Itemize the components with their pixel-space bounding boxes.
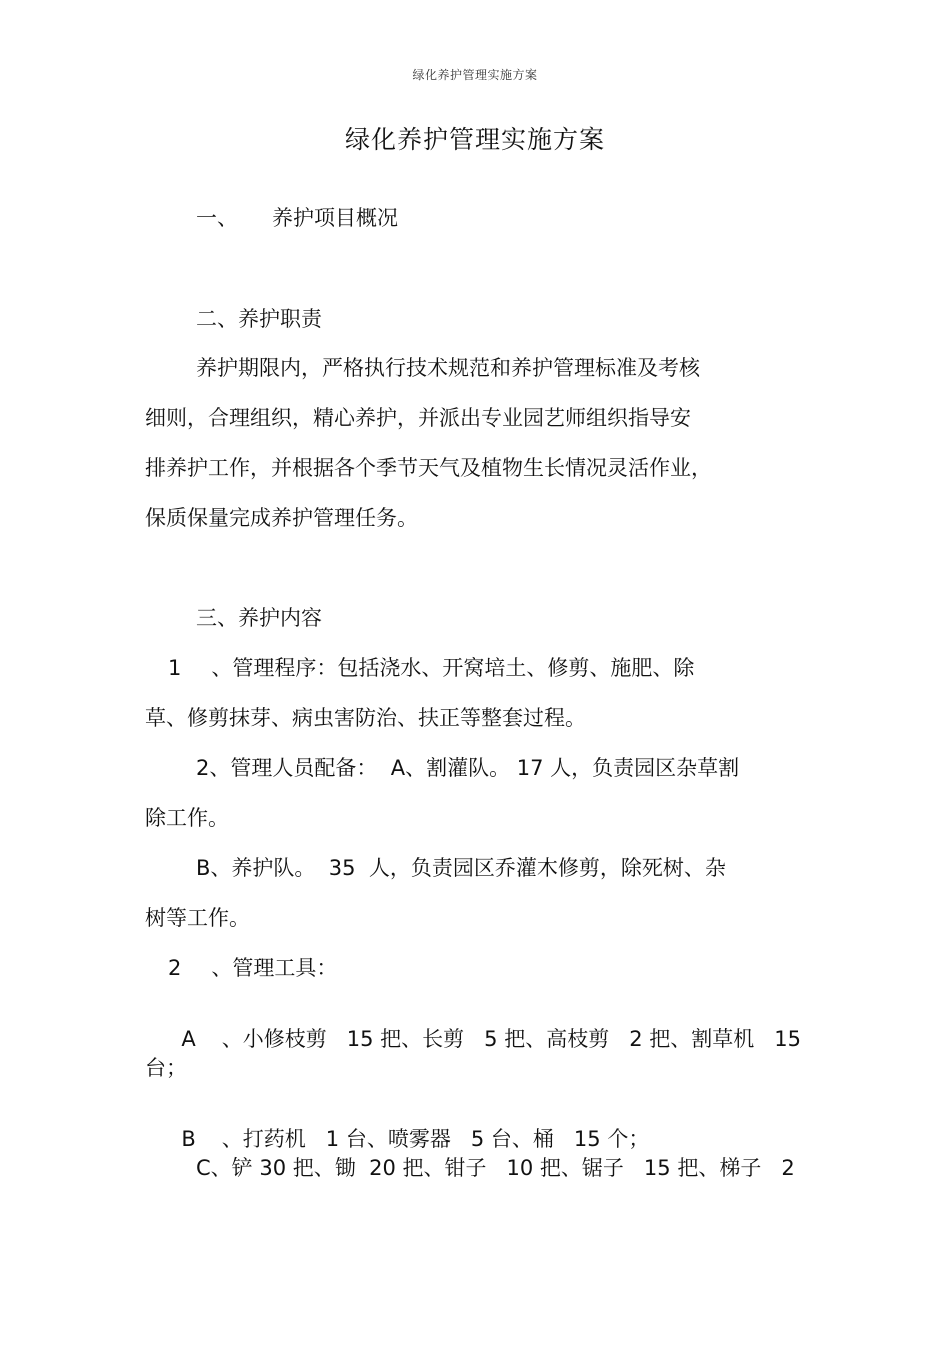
tools-a-line1 (168, 1008, 801, 1050)
running-header: 绿化养护管理实施方案 (412, 68, 538, 82)
section2-heading: 二、养护职责 (196, 307, 322, 331)
tools-a-line2: 台； (145, 1056, 187, 1080)
tools-b-text: 、打药机 1 台、喷雾器 5 台、桶 15 个； (221, 1127, 650, 1151)
section2-para-line: 养护期限内，严格执行技术规范和养护管理标准及考核 (196, 356, 700, 380)
tools-c-line: C、铲 30 把、锄 20 把、钳子 10 把、锯子 15 把、梯子 2 (196, 1156, 795, 1180)
item1-line1 (168, 658, 694, 679)
tools-a-text: 、小修枝剪 15 把、长剪 5 把、高枝剪 2 把、割草机 15 (221, 1027, 802, 1051)
item1-line2: 草、修剪抹芽、病虫害防治、扶正等整套过程。 (145, 706, 586, 730)
section2-para-line: 细则，合理组织，精心养护，并派出专业园艺师组织指导安 (145, 406, 691, 430)
item2-line1: 2、管理人员配备： A、割灌队。 17 人，负责园区杂草割 (196, 756, 740, 780)
item3-line (168, 958, 337, 979)
item2-line4: 树等工作。 (145, 906, 250, 930)
tools-b-letter: B (181, 1127, 196, 1151)
section1-heading (196, 208, 398, 229)
item1-text: 、管理程序：包括浇水、开窝培土、修剪、施肥、除 (211, 656, 695, 680)
item3-label: 、管理工具： (211, 956, 338, 980)
item2-line3: B、养护队。 35 人，负责园区乔灌木修剪，除死树、杂 (196, 856, 726, 880)
section2-para-line: 保质保量完成养护管理任务。 (145, 506, 418, 530)
tools-b-line (168, 1108, 649, 1150)
document-title: 绿化养护管理实施方案 (344, 125, 605, 154)
item1-number: 1 (168, 656, 182, 680)
section3-heading: 三、养护内容 (196, 606, 322, 630)
tools-a-letter: A (181, 1027, 196, 1051)
section1-number: 一、 (196, 206, 238, 230)
section1-title: 养护项目概况 (272, 206, 398, 230)
item2-line2: 除工作。 (145, 806, 229, 830)
item3-number: 2 (168, 956, 182, 980)
section2-para-line: 排养护工作，并根据各个季节天气及植物生长情况灵活作业， (145, 456, 712, 480)
